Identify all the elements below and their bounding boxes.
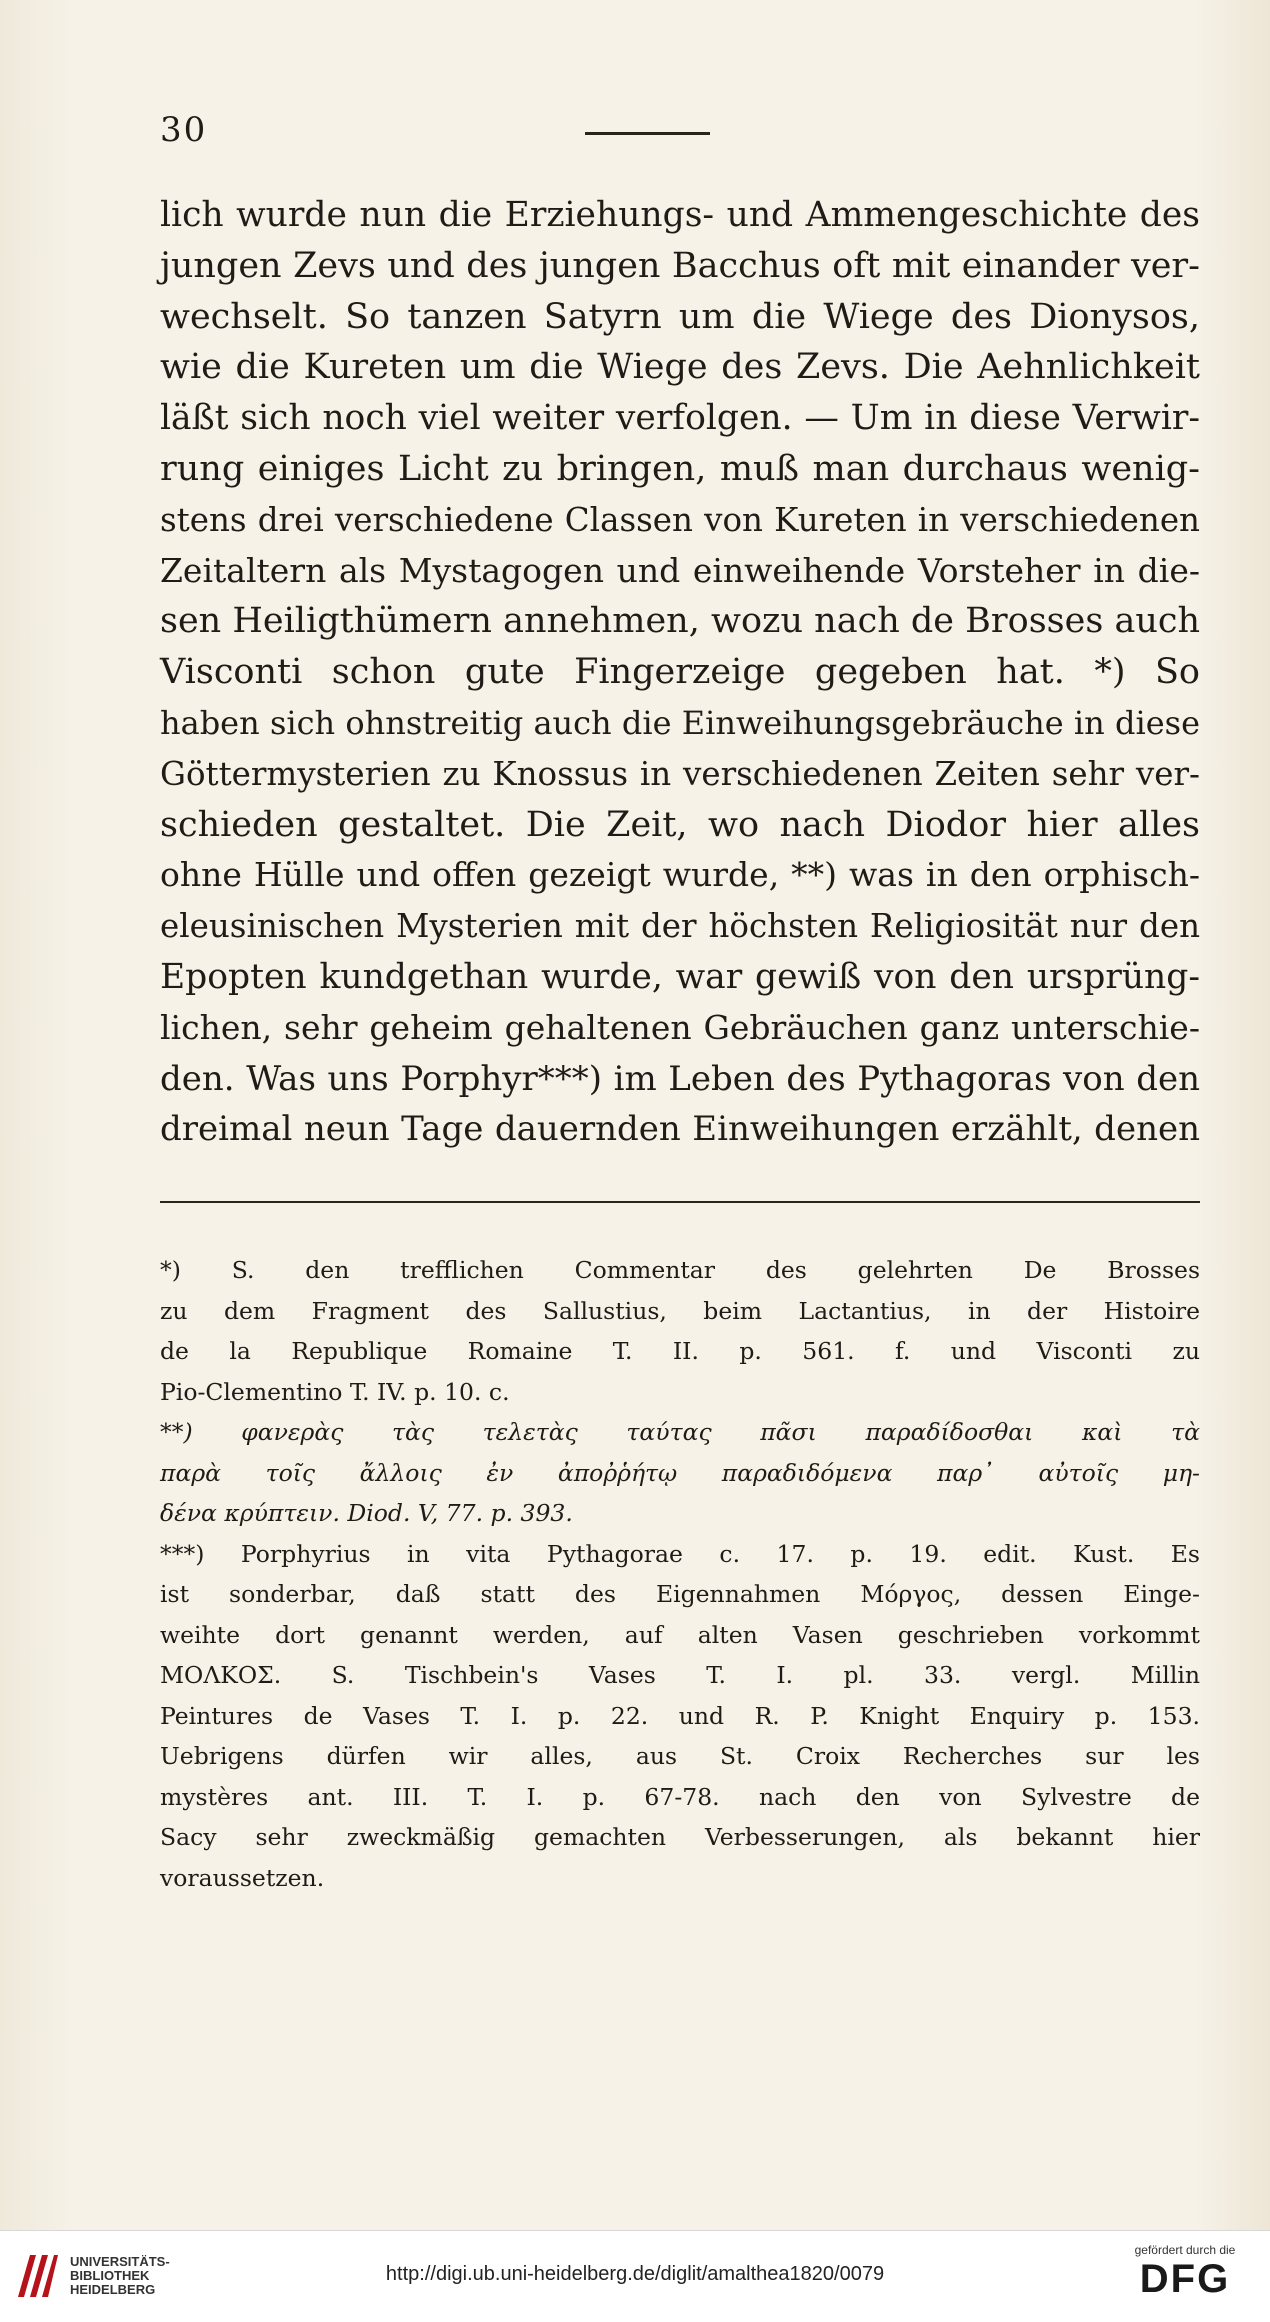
footnotes-block — [160, 1250, 1200, 1898]
footnote-line: voraussetzen. — [160, 1863, 325, 1892]
page-number: 30 — [160, 110, 208, 150]
text-line: lichen, sehr geheim gehaltenen Gebräuchen ganz unterschie- — [160, 1007, 1200, 1047]
footnote-line: *) S. den trefflichen Commentar des gelehrten De Brosses — [160, 1256, 1200, 1284]
text-line: jungen Zevs und des jungen Bacchus oft mit einander ver- — [160, 245, 1200, 286]
footnote-line: ***) Porphyrius in vita Pythagorae c. 17. p. 19. edit. Kust. Es — [160, 1539, 1200, 1568]
dfg-logo: DFG — [1139, 2257, 1231, 2301]
funder-credit — [1120, 2243, 1250, 2301]
footnote-line: Sacy sehr zweckmäßig gemachten Verbesserungen, als bekannt hier — [160, 1823, 1200, 1851]
text-line: wie die Kureten um die Wiege des Zevs. Die Aehnlichkeit — [160, 347, 1200, 388]
footnote-line: ist sonderbar, daß statt des Eigennahmen Μόργος, dessen Einge- — [160, 1580, 1200, 1608]
footnote-line: **) φανερὰς τὰς τελετὰς ταύτας πᾶσι παραδίδοσθαι καὶ τὰ — [160, 1418, 1200, 1446]
permalink-url[interactable]: http://digi.ub.uni-heidelberg.de/diglit/amalthea1820/0079 — [385, 2263, 885, 2285]
library-name-line: HEIDELBERG — [70, 2282, 156, 2297]
footnote-line: Peintures de Vases T. I. p. 22. und R. P. Knight Enquiry p. 153. — [160, 1701, 1200, 1730]
library-name-line: BIBLIOTHEK — [70, 2268, 150, 2283]
text-line: Göttermysterien zu Knossus in verschiedenen Zeiten sehr ver- — [160, 754, 1200, 793]
footnote-line: παρὰ τοῖς ἄλλοις ἐν ἀποῤῥήτῳ παραδιδόμενα παρ᾽ αὐτοῖς μη- — [160, 1458, 1200, 1487]
text-line: läßt sich noch viel weiter verfolgen. — Um in diese Verwir- — [160, 398, 1200, 439]
text-line: Epopten kundgethan wurde, war gewiß von den ursprüng- — [160, 956, 1200, 997]
text-line: eleusinischen Mysterien mit der höchsten Religiosität nur den — [160, 907, 1200, 946]
text-line: haben sich ohnstreitig auch die Einweihungsgebräuche in diese — [160, 703, 1200, 742]
text-line: wechselt. So tanzen Satyrn um die Wiege des Dionysos, — [160, 296, 1200, 337]
footnote-rule — [160, 1201, 1200, 1203]
text-line: stens drei verschiedene Classen von Kureten in verschiedenen — [160, 500, 1200, 539]
text-line: Zeitaltern als Mystagogen und einweihende Vorsteher in die- — [160, 550, 1200, 590]
footnote-line: Uebrigens dürfen wir alles, aus St. Croix Recherches sur les — [160, 1742, 1200, 1770]
text-line: lich wurde nun die Erziehungs- und Ammengeschichte des — [160, 195, 1200, 235]
footnote-line: δένα κρύπτειν. Diod. V, 77. p. 393. — [160, 1499, 573, 1527]
text-line: schieden gestaltet. Die Zeit, wo nach Diodor hier alles — [160, 804, 1200, 845]
footnote-line: weihte dort genannt werden, auf alten Vasen geschrieben vorkommt — [160, 1620, 1200, 1649]
text-line: ohne Hülle und offen gezeigt wurde, **) was in den orphisch- — [160, 855, 1200, 895]
text-line: dreimal neun Tage dauernden Einweihungen erzählt, denen — [160, 1109, 1200, 1150]
text-line: sen Heiligthümern annehmen, wozu nach de Brosses auch — [160, 601, 1200, 642]
library-name-line: UNIVERSITÄTS- — [70, 2254, 170, 2269]
footnote-line: de la Republique Romaine T. II. p. 561. f. und Visconti zu — [160, 1337, 1200, 1365]
footnote-line: Pio-Clementino T. IV. p. 10. c. — [160, 1377, 510, 1406]
footnote-line: ΜΟΛΚΟΣ. S. Tischbein's Vases T. I. pl. 33. vergl. Millin — [160, 1661, 1200, 1689]
viewer-footer — [0, 2230, 1270, 2322]
text-line: den. Was uns Porphyr***) im Leben des Pythagoras von den — [160, 1058, 1200, 1099]
header-rule — [585, 132, 710, 135]
footnote-line: mystères ant. III. T. I. p. 67-78. nach den von Sylvestre de — [160, 1782, 1200, 1811]
text-line: rung einiges Licht zu bringen, muß man durchaus wenig- — [160, 448, 1200, 489]
footnote-line: zu dem Fragment des Sallustius, beim Lactantius, in der Histoire — [160, 1296, 1200, 1325]
funder-caption: gefördert durch die — [1134, 2243, 1236, 2257]
text-line: Visconti schon gute Fingerzeige gegeben hat. *) So — [160, 652, 1200, 693]
main-text-block — [160, 190, 1200, 1155]
